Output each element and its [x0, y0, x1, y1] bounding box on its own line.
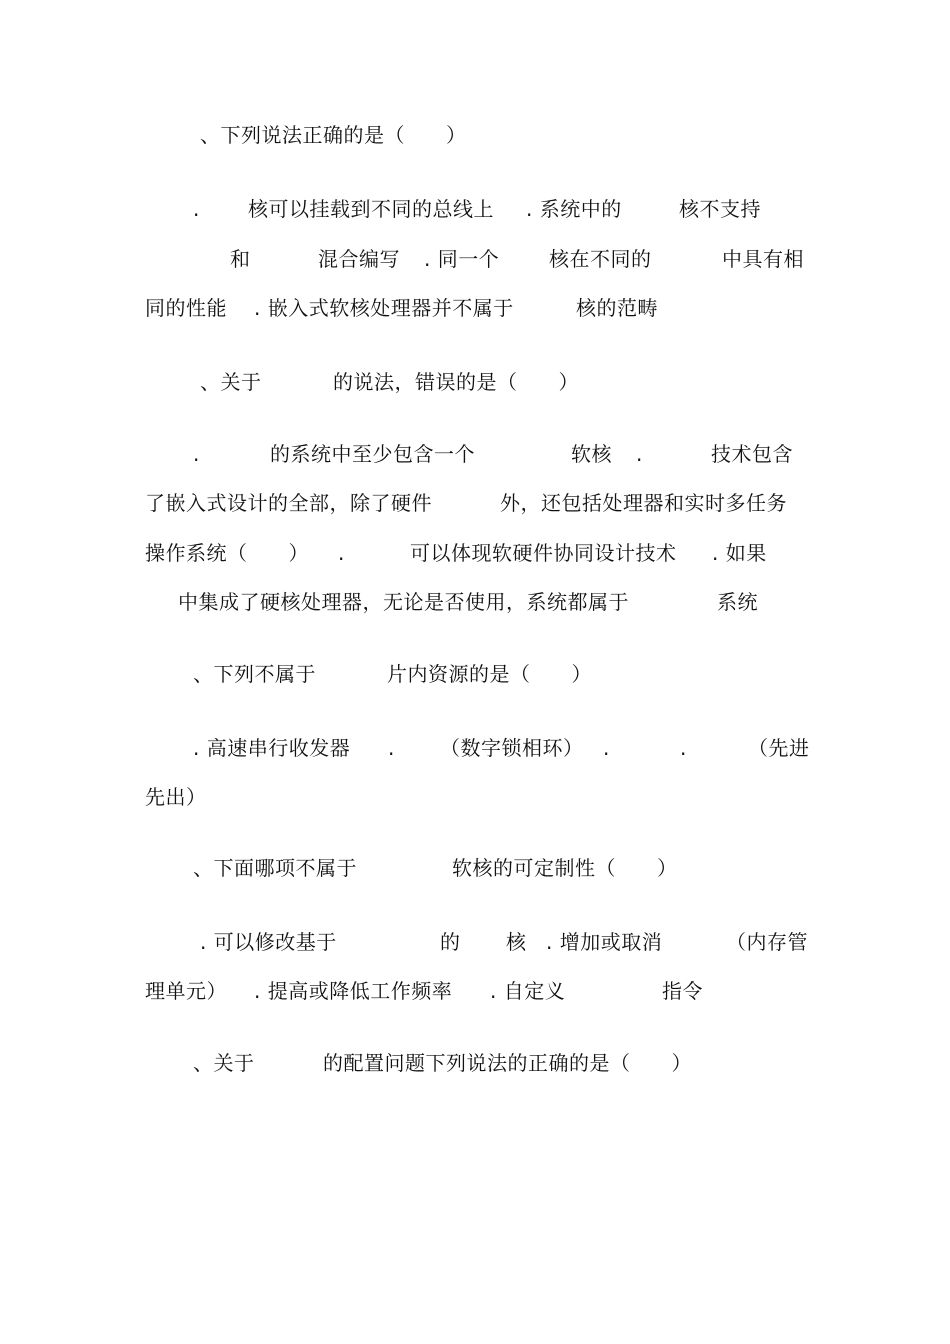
option-text: . 提高或降低工作频率 — [254, 979, 453, 1003]
question-3-stem-text: 、下列不属于 — [193, 662, 316, 686]
option-text: 软核 — [571, 442, 612, 466]
question-3-options-line-2 — [0, 784, 950, 824]
option-text: 了嵌入式设计的全部，除了硬件 — [145, 491, 432, 515]
question-4-stem — [0, 855, 950, 895]
question-3-stem-text: 片内资源的是（ ） — [387, 662, 592, 686]
option-text: （数字锁相环） — [440, 736, 584, 760]
option-text: 核的范畴 — [576, 296, 658, 320]
option-text: 系统 — [717, 590, 758, 614]
option-text: （内存管 — [726, 930, 808, 954]
option-text: 的系统中至少包含一个 — [270, 442, 475, 466]
option-text: 指令 — [662, 979, 703, 1003]
option-text: . 如果 — [712, 541, 767, 565]
question-5-stem — [0, 1050, 950, 1090]
option-marker: . — [388, 736, 395, 760]
question-3-stem — [0, 661, 950, 701]
option-text: 外，还包括处理器和实时多任务 — [500, 491, 787, 515]
option-text: . 高速串行收发器 — [193, 736, 351, 760]
question-2-options-line-1 — [0, 441, 950, 481]
question-1-options-line-2 — [0, 246, 950, 286]
option-text: 中集成了硬核处理器，无论是否使用，系统都属于 — [178, 590, 629, 614]
question-4-options-line-1 — [0, 929, 950, 969]
option-text: . 嵌入式软核处理器并不属于 — [254, 296, 514, 320]
option-text: 混合编写 — [318, 247, 400, 271]
option-text: . 可以修改基于 — [200, 930, 337, 954]
option-marker: . — [193, 442, 200, 466]
question-4-stem-text: 、下面哪项不属于 — [193, 856, 357, 880]
option-text: 同的性能 — [145, 296, 227, 320]
question-1-stem — [0, 122, 950, 162]
question-1-options-line-1 — [0, 196, 950, 236]
option-text: 理单元） — [145, 979, 227, 1003]
question-5-stem-text: 的配置问题下列说法的正确的是（ ） — [323, 1051, 692, 1075]
option-marker: . — [193, 197, 200, 221]
option-text: . 系统中的 — [526, 197, 622, 221]
option-text: 和 — [230, 247, 251, 271]
option-text: 中具有相 — [722, 247, 804, 271]
option-text: . 自定义 — [490, 979, 566, 1003]
option-text: . 同一个 — [424, 247, 500, 271]
question-1-stem-text: 、下列说法正确的是（ ） — [200, 123, 467, 147]
question-2-options-line-3 — [0, 540, 950, 580]
question-2-stem-text: 、关于 — [200, 370, 262, 394]
option-text: . 增加或取消 — [546, 930, 663, 954]
option-text: 核 — [506, 930, 527, 954]
option-marker: . — [338, 541, 345, 565]
option-text: 的 — [440, 930, 461, 954]
question-2-options-line-2 — [0, 490, 950, 530]
question-2-options-line-4 — [0, 589, 950, 629]
option-text: （先进 — [748, 736, 810, 760]
option-text: 核不支持 — [679, 197, 761, 221]
option-marker: . — [636, 442, 643, 466]
question-4-options-line-2 — [0, 978, 950, 1018]
question-1-options-line-3 — [0, 295, 950, 335]
option-text: 先出） — [145, 785, 207, 809]
option-text: 可以体现软硬件协同设计技术 — [410, 541, 677, 565]
option-marker: . — [603, 736, 610, 760]
option-text: 核在不同的 — [549, 247, 652, 271]
option-marker: . — [680, 736, 687, 760]
question-5-stem-text: 、关于 — [193, 1051, 255, 1075]
option-text: 技术包含 — [711, 442, 793, 466]
option-text: 操作系统（ ） — [145, 541, 309, 565]
option-text: 核可以挂载到不同的总线上 — [248, 197, 494, 221]
question-2-stem-text: 的说法，错误的是（ ） — [333, 370, 579, 394]
question-3-options-line-1 — [0, 735, 950, 775]
question-2-stem — [0, 369, 950, 409]
question-4-stem-text: 软核的可定制性（ ） — [452, 856, 678, 880]
